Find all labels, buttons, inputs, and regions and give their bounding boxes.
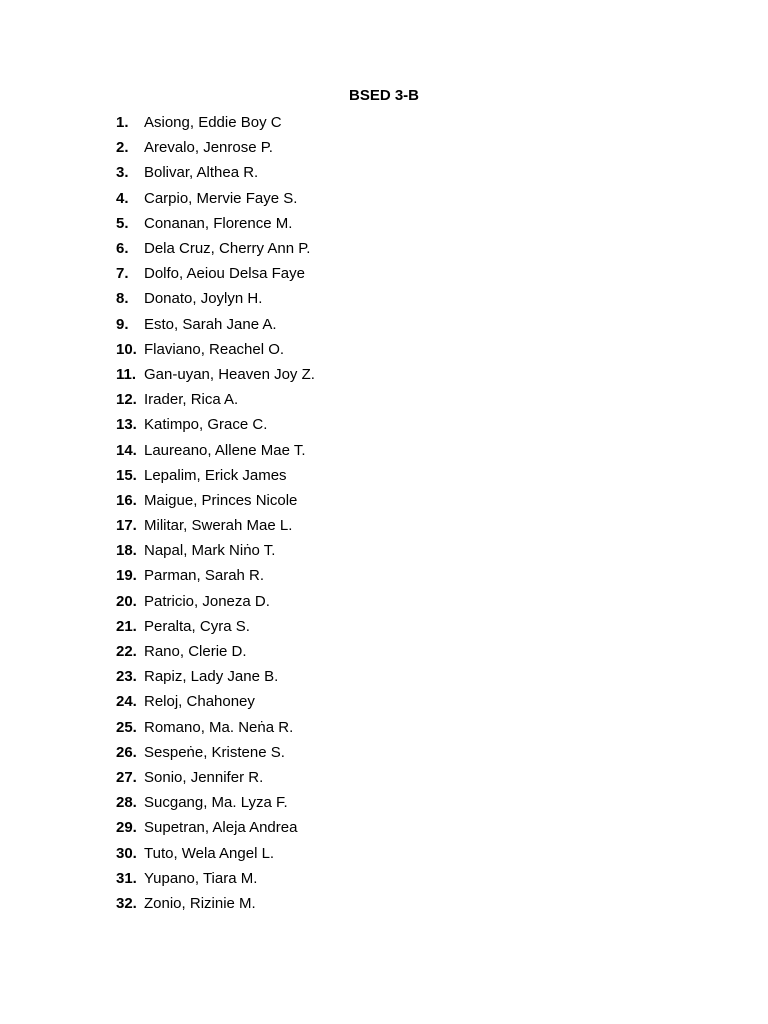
list-item (116, 261, 315, 286)
student-name: Romano, Ma. Neṅa R. (144, 718, 294, 736)
student-name: Katimpo, Grace C. (144, 416, 268, 434)
student-name: Sespeṅe, Kristene S. (144, 743, 285, 761)
list-item-number: 21. (116, 617, 137, 635)
list-item-number: 18. (116, 542, 137, 560)
list-item (116, 614, 315, 639)
list-item-number: 22. (116, 643, 137, 661)
list-item-number: 6. (116, 240, 129, 258)
list-item (116, 715, 315, 740)
list-item-number: 16. (116, 491, 137, 509)
list-item (116, 664, 315, 689)
list-item-number: 4. (116, 189, 129, 207)
list-item-number: 8. (116, 290, 129, 308)
list-item (116, 563, 315, 588)
student-name: Napal, Mark Niṅo T. (144, 542, 276, 560)
list-item-number: 3. (116, 164, 129, 182)
list-item (116, 186, 315, 211)
list-item (116, 639, 315, 664)
student-name: Flaviano, Reachel O. (144, 340, 285, 358)
list-item-number: 2. (116, 139, 129, 157)
student-name: Dolfo, Aeiou Delsa Faye (144, 265, 305, 283)
list-item-number: 14. (116, 441, 137, 459)
list-item (116, 815, 315, 840)
list-item-number: 23. (116, 668, 137, 686)
list-item-number: 31. (116, 869, 137, 887)
list-item-number: 7. (116, 265, 129, 283)
list-item-number: 26. (116, 743, 137, 761)
list-item-number: 28. (116, 794, 137, 812)
list-item-number: 25. (116, 718, 137, 736)
list-item (116, 160, 315, 185)
list-item (116, 286, 315, 311)
student-name: Dela Cruz, Cherry Ann P. (144, 240, 311, 258)
list-item (116, 589, 315, 614)
student-name: Maigue, Princes Nicole (144, 491, 298, 509)
student-name: Patricio, Joneza D. (144, 592, 270, 610)
list-item-number: 12. (116, 391, 137, 409)
list-item-number: 15. (116, 466, 137, 484)
student-name: Parman, Sarah R. (144, 567, 265, 585)
student-name: Donato, Joylyn H. (144, 290, 263, 308)
student-name: Yupano, Tiara M. (144, 869, 258, 887)
list-item (116, 337, 315, 362)
list-item-number: 29. (116, 819, 137, 837)
list-item-number: 11. (116, 365, 137, 383)
student-name: Sucgang, Ma. Lyza F. (144, 794, 288, 812)
list-item-number: 30. (116, 844, 137, 862)
list-item (116, 513, 315, 538)
student-name: Zonio, Rizinie M. (144, 894, 256, 912)
student-name: Esto, Sarah Jane A. (144, 315, 277, 333)
student-name: Conanan, Florence M. (144, 214, 293, 232)
page-title: BSED 3-B (348, 87, 419, 104)
student-name: Lepalim, Erick James (144, 466, 287, 484)
student-name: Supetran, Aleja Andrea (144, 819, 298, 837)
list-item-number: 13. (116, 416, 137, 434)
student-name: Reloj, Chahoney (144, 693, 255, 711)
student-name: Sonio, Jennifer R. (144, 768, 264, 786)
student-name: Arevalo, Jenrose P. (144, 139, 273, 157)
list-item (116, 387, 315, 412)
list-item-number: 5. (116, 214, 129, 232)
list-item-number: 9. (116, 315, 129, 333)
list-item (116, 312, 315, 337)
list-item-number: 10. (116, 340, 137, 358)
student-name: Carpio, Mervie Faye S. (144, 189, 298, 207)
list-item-number: 27. (116, 768, 137, 786)
list-item (116, 463, 315, 488)
list-item (116, 740, 315, 765)
list-item (116, 437, 315, 462)
student-list (116, 110, 315, 916)
list-item (116, 538, 315, 563)
list-item (116, 790, 315, 815)
list-item (116, 866, 315, 891)
list-item (116, 110, 315, 135)
list-item (116, 488, 315, 513)
student-name: Rano, Clerie D. (144, 643, 247, 661)
student-name: Tuto, Wela Angel L. (144, 844, 275, 862)
student-name: Irader, Rica A. (144, 391, 239, 409)
student-name: Rapiz, Lady Jane B. (144, 668, 279, 686)
list-item-number: 24. (116, 693, 137, 711)
list-item (116, 840, 315, 865)
student-name: Asiong, Eddie Boy C (144, 114, 282, 132)
student-name: Laureano, Allene Mae T. (144, 441, 306, 459)
list-item (116, 891, 315, 916)
list-item-number: 17. (116, 517, 137, 535)
list-item (116, 689, 315, 714)
list-item (116, 211, 315, 236)
list-item (116, 362, 315, 387)
student-name: Peralta, Cyra S. (144, 617, 250, 635)
student-name: Bolivar, Althea R. (144, 164, 259, 182)
list-item-number: 19. (116, 567, 137, 585)
list-item-number: 32. (116, 894, 137, 912)
list-item (116, 765, 315, 790)
student-name: Gan-uyan, Heaven Joy Z. (144, 365, 315, 383)
list-item-number: 1. (116, 114, 129, 132)
list-item (116, 236, 315, 261)
list-item (116, 412, 315, 437)
list-item (116, 135, 315, 160)
list-item-number: 20. (116, 592, 137, 610)
student-name: Militar, Swerah Mae L. (144, 517, 293, 535)
